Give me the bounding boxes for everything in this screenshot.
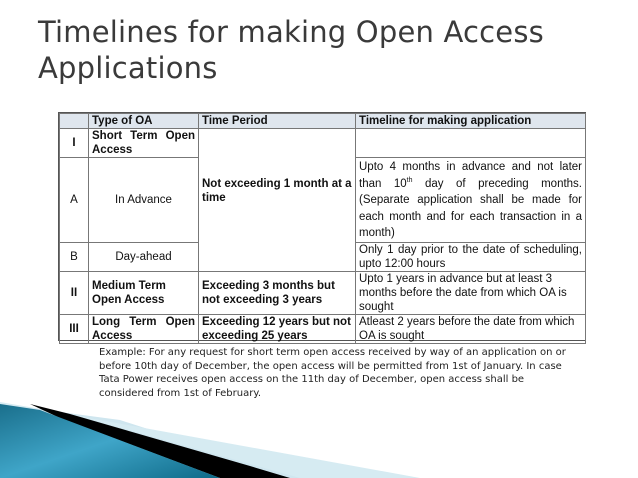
row-index: B — [60, 242, 89, 271]
header-index — [60, 114, 89, 129]
row-period: Exceeding 12 years but not exceeding 25 years — [199, 314, 356, 343]
table-row — [60, 129, 586, 158]
row-type: In Advance — [89, 158, 199, 243]
row-type: Long Term Open Access — [89, 314, 199, 343]
row-period: Not exceeding 1 month at a time — [199, 129, 356, 272]
row-timeline: Upto 1 years in advance but at least 3 months before the date from which OA is sought — [356, 271, 586, 314]
table-row — [60, 314, 586, 343]
row-timeline: Only 1 day prior to the date of scheduling, upto 12:00 hours — [356, 242, 586, 271]
row-type: Short Term Open Access — [89, 129, 199, 158]
slide-title: Timelines for making Open Access Applications — [38, 15, 544, 85]
row-index: A — [60, 158, 89, 243]
header-timeline: Timeline for making application — [356, 114, 586, 129]
row-timeline: Upto 4 months in advance and not later than 10th day of preceding months. (Separate application shall be made for each month and for each transaction in a month) — [356, 158, 586, 243]
header-time-period: Time Period — [199, 114, 356, 129]
table-header-row — [60, 114, 586, 129]
row-timeline: Atleast 2 years before the date from which OA is sought — [356, 314, 586, 343]
row-type: Medium Term Open Access — [89, 271, 199, 314]
example-text: Example: For any request for short term open access received by way of an application on or before 10th day of December, the open access will be permitted from 1st of January. In case Tata Power receives open access on the 11th day of December, open access shall be considered from 1st of February. — [99, 347, 566, 399]
row-index: II — [60, 271, 89, 314]
row-index: III — [60, 314, 89, 343]
row-period: Exceeding 3 months but not exceeding 3 years — [199, 271, 356, 314]
row-index: I — [60, 129, 89, 158]
table-row — [60, 271, 586, 314]
header-type-of-oa: Type of OA — [89, 114, 199, 129]
row-timeline — [356, 129, 586, 158]
row-type: Day-ahead — [89, 242, 199, 271]
oa-timeline-table — [58, 112, 586, 341]
